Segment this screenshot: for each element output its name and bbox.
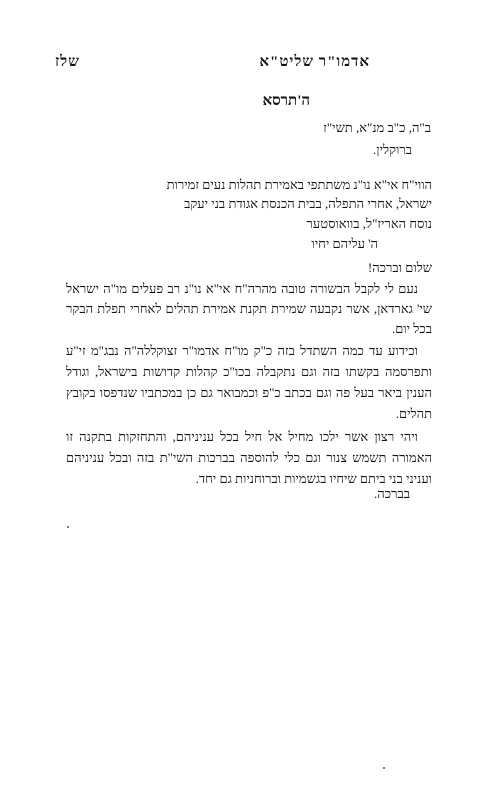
paragraph-line: שי' גארדאן, אשר נקבעה שמירת תקנת אמירת תהלים לאחרי תפלת הבקר (66, 301, 432, 316)
letter-number: ה'תרסא (262, 93, 310, 109)
scan-speck (67, 526, 69, 528)
closing: בברכה. (374, 486, 410, 501)
paragraph-line: ועניני בני ביתם שיחיו בגשמיות וברוחניות גם יחד. (195, 471, 432, 486)
paragraph-line: ותפרסמה בקשתו בזה וגם נתקבלה בכו"כ קהלות קדושות בישראל, וגודל (66, 364, 432, 379)
letter-place: ברוקלין. (373, 142, 412, 157)
paragraph-line: ויהי רצון אשר ילכו מחיל אל חיל בכל עניניהם, והתחזקות בתקנה זו (66, 429, 418, 444)
paragraph-line: וכידוע עד כמה השתדל בזה כ"ק מו"ח אדמו"ר זצוקללה"ה נבג"מ זי"ע (66, 343, 418, 358)
paragraph-line: הענין ביאר בעל פה וגם בכתב כ"פ וכמבואר גם כן במכתביו שנדפסו בקובץ (66, 385, 432, 400)
recipient-line: הווי"ח אי"א נו"נ משתתפי באמירת תהלות נעים זמירות (166, 177, 432, 192)
page-number: שלז (55, 54, 80, 70)
recipient-line: נוסח האריז"ל, בוואוסטער (306, 216, 432, 231)
recipient-line: ה' עליהם יחיו (311, 236, 378, 251)
paragraph-line: בכל יום. (391, 321, 432, 336)
paragraph-line: האמורה תשמש צנור וגם כלי להוספה בברכות השי"ת בזה ובכל עניניהם (66, 450, 432, 465)
paragraph-line: תהלים. (395, 406, 432, 421)
recipient-line: ישראל, אחרי התפלה, בבית הכנסת אגודת בני יעקב (184, 196, 432, 211)
greeting: שלום וברכה! (367, 260, 432, 275)
scan-speck (383, 767, 385, 769)
running-header-title: אדמו"ר שליט"א (259, 54, 370, 70)
letter-date: ב"ה, כ"ב מנ"א, תשי"ז (323, 120, 431, 135)
paragraph-line: נעם לי לקבל הבשורה טובה מהרה"ח אי"א נו"נ רב פעלים מו"ה ישראל (66, 281, 418, 296)
